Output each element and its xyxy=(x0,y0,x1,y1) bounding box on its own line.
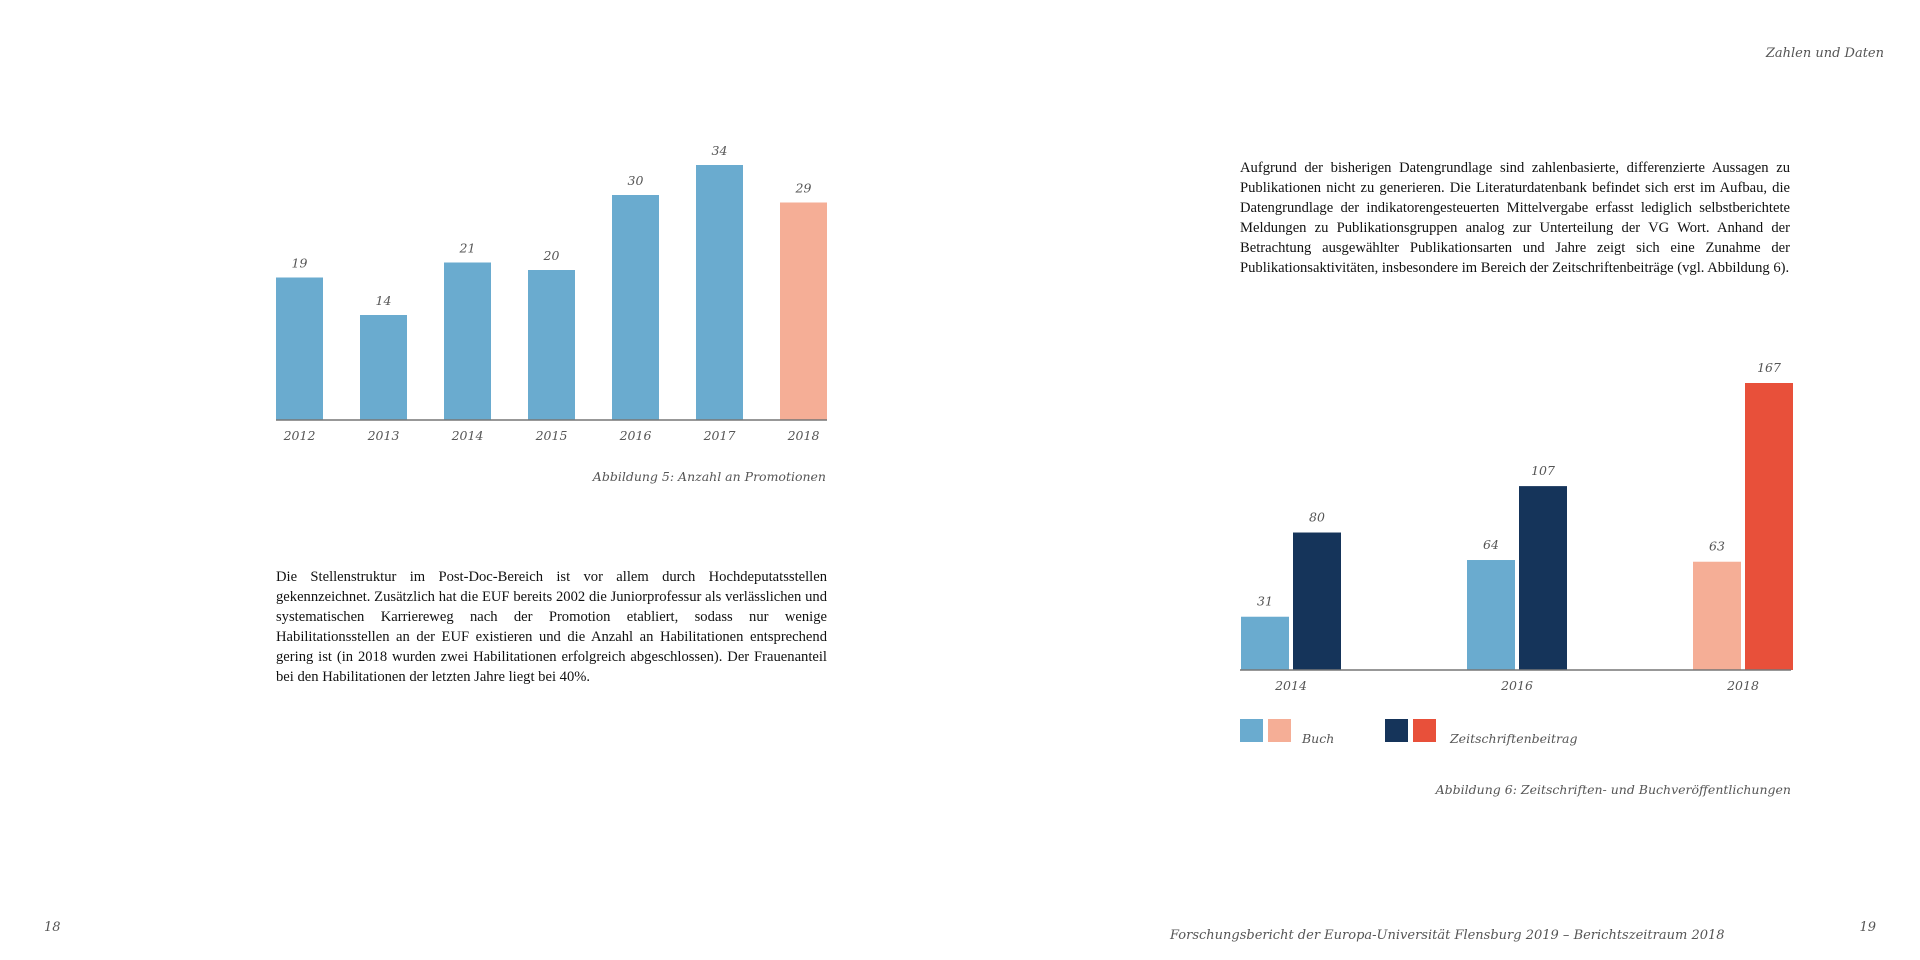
data-label-2018: 29 xyxy=(795,180,812,196)
publication-footer: Forschungsbericht der Europa-Universität Flensburg 2019 – Berichtszeitraum 2018 xyxy=(1170,928,1725,943)
publications-paragraph: Aufgrund der bisherigen Datengrundlage sind zahlenbasierte, differenzierte Aussagen zu Publikationen nicht zu generieren. Die Literaturdatenbank befindet sich erst im Aufbau, die Datengrundlage der indikatorengesteuerten Mittelvergabe erfasst lediglich selbstberichtete Meldungen zu Publikationsgruppen analog zur Unterteilung der VG Wort. Anhand der Betrachtung ausgewählter Publikationsarten und Jahre zeigt sich eine Zunahme der Publikationsaktivitäten, insbesondere im Bereich der Zeitschriftenbeiträge (vgl. Abbildung 6). xyxy=(1240,160,1790,276)
data-label-2014-buch: 31 xyxy=(1257,593,1273,609)
publications-bars xyxy=(1241,383,1793,670)
bar-2016-buch xyxy=(1467,560,1515,670)
bar-2018-buch xyxy=(1693,562,1741,670)
x-tick-2012: 2012 xyxy=(283,428,316,443)
publications-x-tick-labels xyxy=(1274,678,1759,693)
data-label-2012: 19 xyxy=(291,255,308,271)
figure-6-caption: Abbildung 6: Zeitschriften- und Buchveröffentlichungen xyxy=(1435,782,1791,797)
bar-2018-zeitschriftenbeitrag xyxy=(1745,383,1793,670)
data-label-2018-buch: 63 xyxy=(1709,538,1725,554)
bar-2014-zeitschriftenbeitrag xyxy=(1293,533,1341,670)
x-tick-2016: 2016 xyxy=(619,428,652,443)
data-label-2016-buch: 64 xyxy=(1483,537,1499,553)
x-tick-2013: 2013 xyxy=(367,428,400,443)
legend-label-zeitschriftenbeitrag: Zeitschriftenbeitrag xyxy=(1450,731,1578,746)
data-label-2014: 21 xyxy=(459,240,476,256)
x-tick-2015: 2015 xyxy=(535,428,568,443)
data-label-2013: 14 xyxy=(375,293,392,308)
bar-2014-buch xyxy=(1241,617,1289,670)
page-number-left: 18 xyxy=(44,920,61,935)
data-label-2016: 30 xyxy=(627,173,644,188)
data-label-2016-zeitschriftenbeitrag: 107 xyxy=(1531,463,1555,479)
x-tick-2017: 2017 xyxy=(703,428,736,443)
legend-swatch-buch-blue xyxy=(1240,719,1263,742)
legend-swatch-buch-salmon xyxy=(1268,719,1291,742)
figure-5-caption: Abbildung 5: Anzahl an Promotionen xyxy=(592,469,826,484)
x-tick-2014: 2014 xyxy=(1275,678,1307,693)
postdoc-paragraph: Die Stellenstruktur im Post-Doc-Bereich ist vor allem durch Hochdeputatsstellen gekennzeichnet. Zusätzlich hat die EUF bereits 2002 die Juniorprofessur als verlässlichen und systematischen Karriereweg nach der Promotion etabliert, sodass nur wenige Habilitationsstellen an der EUF existieren und die Anzahl an Habilitationen entsprechend gering ist (in 2018 wurden zwei Habilitationen erfolgreich abgeschlossen). Der Frauenanteil bei den Habilitationen der letzten Jahre liegt bei 40%. xyxy=(276,569,827,685)
x-tick-2018: 2018 xyxy=(1727,678,1759,693)
legend-swatch-zeitschrift-red xyxy=(1413,719,1436,742)
data-label-2015: 20 xyxy=(543,248,560,263)
legend-label-buch: Buch xyxy=(1302,731,1335,746)
data-label-2014-zeitschriftenbeitrag: 80 xyxy=(1309,509,1325,525)
data-label-2017: 34 xyxy=(711,143,728,158)
page-number-right: 19 xyxy=(1859,920,1876,935)
running-head: Zahlen und Daten xyxy=(1765,46,1884,61)
x-tick-2014: 2014 xyxy=(451,428,484,443)
x-tick-2016: 2016 xyxy=(1501,678,1533,693)
legend-swatch-zeitschrift-navy xyxy=(1385,719,1408,742)
bar-2016-zeitschriftenbeitrag xyxy=(1519,486,1567,670)
data-label-2018-zeitschriftenbeitrag: 167 xyxy=(1757,360,1781,375)
x-tick-2018: 2018 xyxy=(787,428,820,443)
